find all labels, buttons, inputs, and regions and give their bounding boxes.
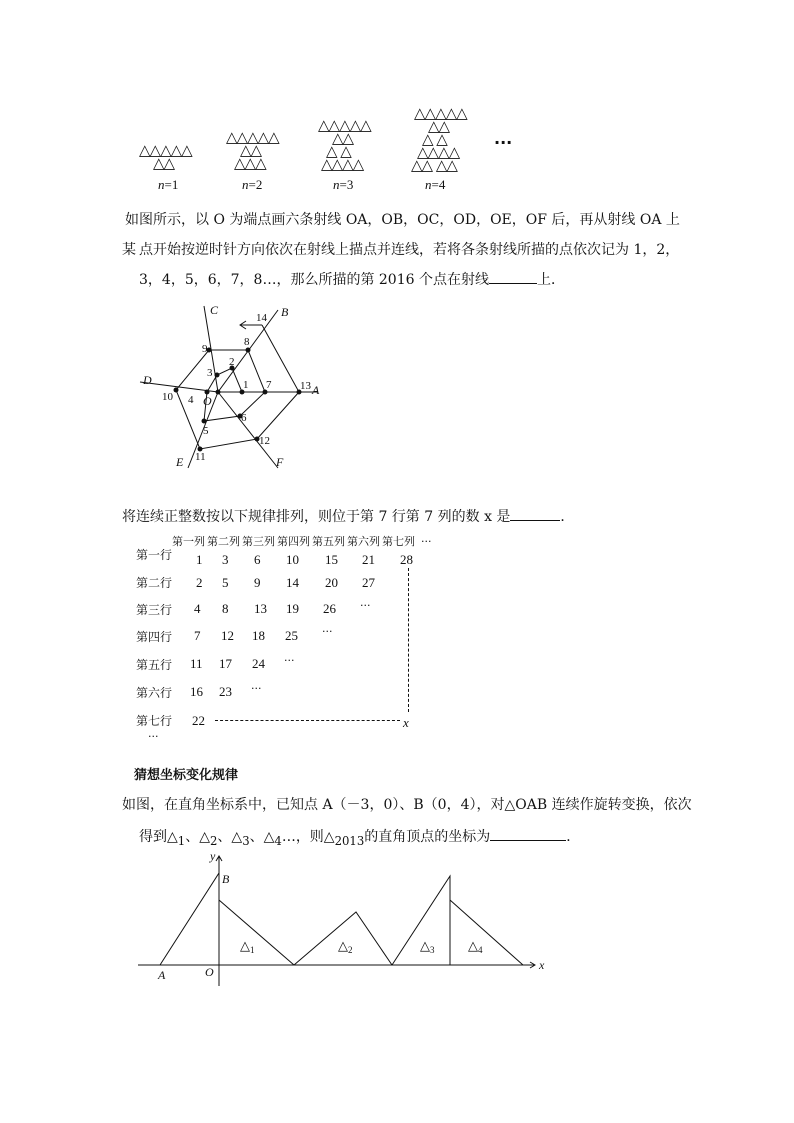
x-axis-label: x: [539, 958, 545, 972]
table-cell: 13: [254, 601, 267, 616]
problem1-line2: 点开始按逆时针方向依次在射线上描点并连线，若将各条射线所描的点依次记为 1，2，: [139, 242, 680, 258]
row-header-1: 第一行: [136, 548, 173, 562]
pattern-3-row-3: △ △: [326, 142, 351, 160]
pattern-2-row-2: △△: [240, 141, 262, 159]
row-header-3: 第三行: [136, 603, 173, 617]
point-label-11: 11: [195, 451, 206, 463]
table-cell: 4: [194, 601, 201, 616]
table-cell: 18: [252, 628, 265, 643]
row-header-4: 第四行: [136, 630, 173, 644]
point-label-7: 7: [266, 379, 272, 391]
table-cell: 24: [252, 656, 265, 671]
ray-label-D: D: [143, 373, 152, 387]
pattern-4-row-1: △△△△△: [414, 104, 467, 122]
problem1-line1: 如图所示，以 O 为端点画六条射线 OA，OB，OC，OD，OE，OF 后，再从射线 OA 上某: [122, 212, 680, 258]
pattern-4-row-4: △△△△: [417, 143, 460, 161]
table-cell: 26: [323, 601, 336, 616]
pattern-3-label: n=3: [333, 177, 354, 192]
ray-label-B: B: [281, 305, 289, 319]
point-A-label: A: [158, 968, 166, 982]
triangle-4-edge: [450, 900, 523, 965]
table-cell: 10: [286, 552, 299, 567]
ray-label-F: F: [276, 455, 284, 469]
point-label-1: 1: [243, 379, 249, 391]
row-ellipsis: ···: [322, 625, 333, 638]
coordinate-rotation-figure: [130, 848, 560, 988]
row-ellipsis: ···: [360, 599, 371, 612]
hexagon-rays-figure: [130, 300, 330, 475]
pattern-4-label: n=4: [425, 177, 446, 192]
y-axis-label: y: [210, 849, 216, 863]
point-label-3: 3: [207, 367, 213, 379]
ray-label-A: A: [312, 383, 320, 397]
point-label-10: 10: [162, 391, 173, 403]
row-header-5: 第五行: [136, 658, 173, 672]
problem3-line2: 得到$\triangle_1$、$\triangle_2$、$\triangle_3$、$\triangle_4\dots$，则$\triangle_{2013}$的直角顶点的坐标为 ．: [139, 822, 699, 856]
triangle-label-1: $\triangle_1$: [240, 938, 255, 955]
column-headers: 第一列 第二列 第三列 第四列 第五列 第六列 第七列 ···: [172, 535, 432, 548]
origin-label-O: O: [203, 394, 212, 408]
section-title: 猜想坐标变化规律: [134, 768, 239, 783]
table-cell: 28: [400, 552, 413, 567]
point-B-label: B: [222, 872, 230, 886]
row-header-2: 第二行: [136, 576, 173, 590]
point-label-5: 5: [203, 425, 209, 437]
triangle-label-4: $\triangle_4$: [468, 938, 483, 955]
triangle-OAB: [160, 873, 219, 965]
row-ellipsis: ···: [251, 682, 262, 695]
point-label-14: 14: [256, 312, 267, 324]
point-label-6: 6: [241, 412, 247, 424]
col7-dashed-line: [408, 568, 409, 712]
answer-blank-1[interactable]: [489, 269, 537, 284]
table-cell: 21: [362, 552, 375, 567]
pattern-4-row-5: △△ △△: [411, 156, 457, 174]
table-cell: 17: [219, 656, 232, 671]
table-cell: 25: [285, 628, 298, 643]
point-O-label: O: [205, 965, 214, 979]
x-label: x: [403, 715, 409, 730]
pattern-4-row-3: △ △: [422, 130, 447, 148]
answer-blank-2[interactable]: [510, 506, 560, 521]
pattern-3-row-4: △△△△: [321, 155, 364, 173]
problem1-line3: 3，4，5，6，7，8…，那么所描的第 2016 个点在射线 上．: [139, 265, 699, 295]
answer-blank-3[interactable]: [490, 826, 566, 841]
table-cell: 8: [222, 601, 229, 616]
pattern-1-row-2: △△: [153, 154, 175, 172]
table-cell: 3: [222, 552, 229, 567]
table-cell: 6: [254, 552, 261, 567]
triangle-label-2: $\triangle_2$: [338, 938, 353, 955]
table-cell: 20: [325, 575, 338, 590]
triangle-label-3: $\triangle_3$: [420, 938, 435, 955]
pattern-2-row-1: △△△△△: [226, 128, 279, 146]
table-cell: 16: [190, 684, 203, 699]
table-cell: 15: [325, 552, 338, 567]
table-cell: 7: [194, 628, 201, 643]
pattern-4-row-2: △△: [428, 117, 450, 135]
row7-dashed-line: [215, 720, 400, 721]
pattern-1-label: n=1: [158, 177, 179, 192]
table-cell: 22: [192, 713, 205, 728]
table-cell: 14: [286, 575, 299, 590]
problem2-text: 将连续正整数按以下规律排列，则位于第 7 行第 7 列的数 x 是 ．: [122, 502, 682, 532]
pattern-2-row-3: △△△: [234, 154, 266, 172]
point-label-4: 4: [188, 394, 194, 406]
pattern-2-label: n=2: [242, 177, 263, 192]
pattern-3-row-1: △△△△△: [318, 116, 371, 134]
table-cell: 5: [222, 575, 229, 590]
point-label-8: 8: [244, 336, 250, 348]
point-label-2: 2: [229, 356, 235, 368]
pattern-1-row-1: △△△△△: [139, 141, 192, 159]
ray-label-E: E: [176, 455, 184, 469]
pattern-ellipsis: ···: [494, 133, 513, 152]
point-label-12: 12: [259, 435, 270, 447]
table-cell: 23: [219, 684, 232, 699]
spiral-path: [176, 325, 299, 449]
table-cell: 19: [286, 601, 299, 616]
point-label-9: 9: [202, 343, 208, 355]
table-cell: 27: [362, 575, 375, 590]
bottom-ellipsis: ···: [148, 730, 159, 743]
triangle-1-edge: [219, 900, 294, 965]
ray-OF: [218, 392, 278, 468]
row-header-6: 第六行: [136, 686, 173, 700]
row-header-7: 第七行: [136, 714, 173, 728]
problem3-line1: 如图，在直角坐标系中，已知点 A（－3，0）、B（0，4），对△OAB 连续作旋转变换，依次: [122, 797, 692, 813]
pattern-3-row-2: △△: [332, 129, 354, 147]
table-cell: 2: [196, 575, 203, 590]
ray-label-C: C: [210, 303, 219, 317]
table-cell: 1: [196, 552, 203, 567]
table-cell: 11: [190, 656, 203, 671]
table-cell: 9: [254, 575, 261, 590]
table-cell: 12: [221, 628, 234, 643]
row-ellipsis: ···: [284, 654, 295, 667]
point-label-13: 13: [300, 380, 311, 392]
